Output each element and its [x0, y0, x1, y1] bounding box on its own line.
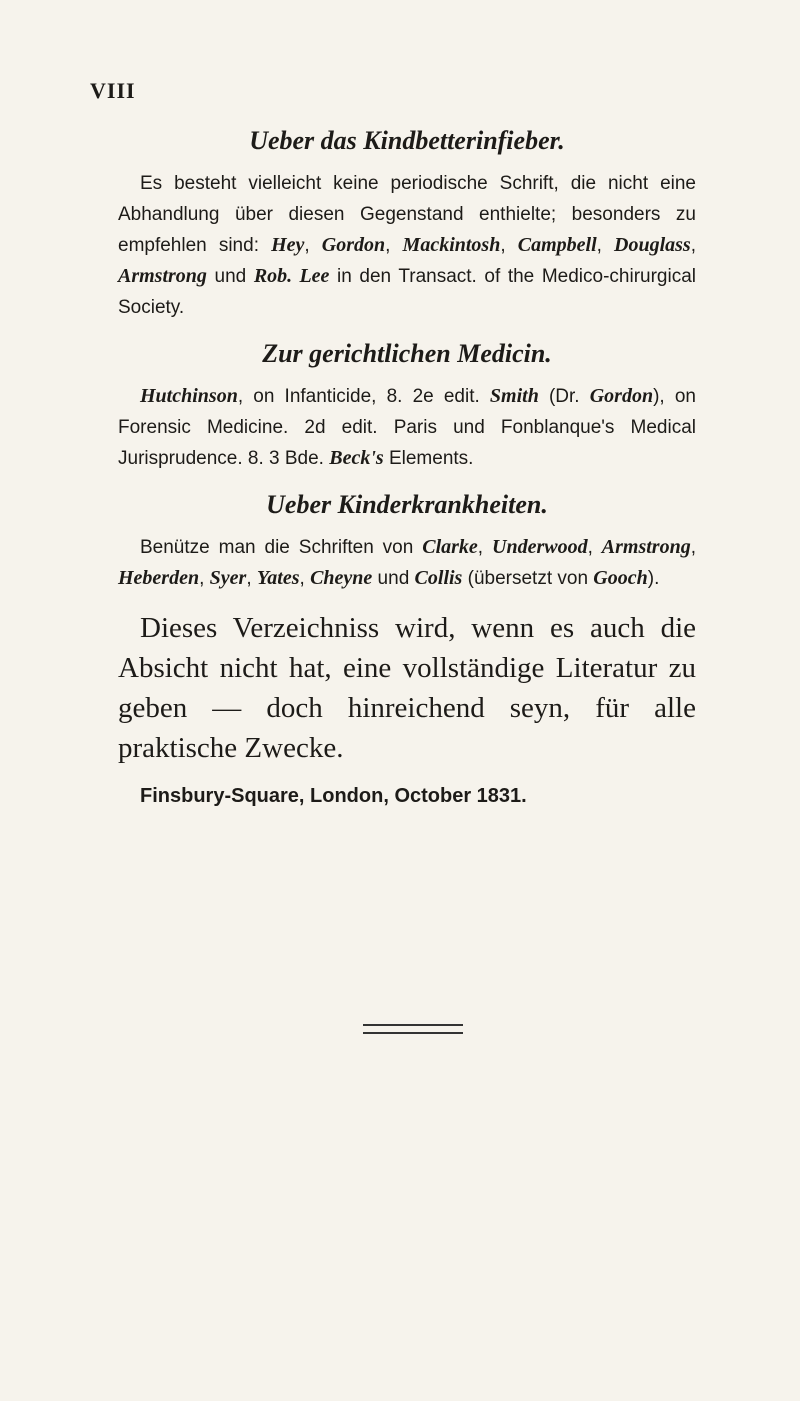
- author-name: Syer: [209, 567, 247, 589]
- paragraph-gerichtliche-medicin: [118, 381, 696, 474]
- author-name: Hutchinson: [140, 385, 238, 407]
- text: Es besteht vielleicht keine periodische Schrift, die nicht eine Abhandlung über diesen Gegenstand enthielte; besonders zu empfehlen sind:: [118, 173, 696, 256]
- text: (Dr.: [538, 386, 590, 407]
- text: Benütze man die Schriften von: [140, 537, 423, 558]
- author-name: Hey: [271, 234, 305, 256]
- separator: ,: [299, 568, 311, 589]
- separator: ,: [477, 537, 492, 558]
- author-name: Clarke: [422, 536, 478, 558]
- separator: ,: [304, 235, 322, 256]
- author-name: Douglass: [614, 234, 691, 256]
- author-name: Smith: [489, 385, 539, 407]
- author-name: Rob. Lee: [253, 265, 330, 287]
- separator: ,: [500, 235, 518, 256]
- author-name: Cheyne: [310, 567, 373, 589]
- text: Elements.: [383, 448, 474, 469]
- page-body: [118, 124, 696, 810]
- separator: ,: [596, 235, 615, 256]
- author-name: Campbell: [517, 234, 597, 256]
- heading-kindbetterinfieber: Ueber das Kindbetterinfieber.: [249, 126, 565, 155]
- author-name: Mackintosh: [402, 234, 501, 256]
- ornamental-rule: [363, 1024, 463, 1034]
- text: , on Infanticide, 8. 2e edit.: [237, 386, 490, 407]
- author-name: Beck's: [329, 447, 384, 469]
- author-name: Gordon: [589, 385, 654, 407]
- separator: und: [372, 568, 415, 589]
- separator: ,: [199, 568, 210, 589]
- paragraph-kindbetterinfieber: [118, 168, 696, 323]
- author-name: Armstrong: [118, 265, 207, 287]
- separator: ,: [690, 537, 696, 558]
- author-name: Gordon: [321, 234, 386, 256]
- text: ).: [647, 568, 660, 589]
- author-name: Yates: [256, 567, 300, 589]
- page-number: VIII: [90, 78, 136, 103]
- author-name: Heberden: [118, 567, 200, 589]
- paragraph-kinderkrankheiten: [118, 532, 696, 594]
- heading-kinderkrankheiten: Ueber Kinderkrankheiten.: [266, 490, 548, 519]
- separator: ,: [587, 537, 602, 558]
- separator: und: [206, 266, 254, 287]
- place-and-date: Finsbury-Square, London, October 1831.: [140, 785, 527, 807]
- separator: ,: [246, 568, 257, 589]
- text: ), on Forensic Medicine. 2d edit. Paris und Fonblanque's Medical Jurisprudence. 8. 3 Bde.: [118, 386, 696, 469]
- heading-gerichtliche-medicin: Zur gerichtlichen Medicin.: [262, 339, 552, 368]
- author-name: Collis: [414, 567, 463, 589]
- text: (übersetzt von: [462, 568, 594, 589]
- separator: ,: [385, 235, 403, 256]
- separator: ,: [690, 235, 696, 256]
- text: in den Transact. of the Medico-chirurgical Society.: [118, 266, 696, 318]
- author-name: Gooch: [593, 567, 648, 589]
- author-name: Armstrong: [601, 536, 691, 558]
- author-name: Underwood: [492, 536, 588, 558]
- closing-paragraph: Dieses Verzeichniss wird, wenn es auch die Absicht nicht hat, eine vollständige Literatur zu geben — doch hinreichend seyn, für alle praktische Zwecke.: [118, 612, 696, 764]
